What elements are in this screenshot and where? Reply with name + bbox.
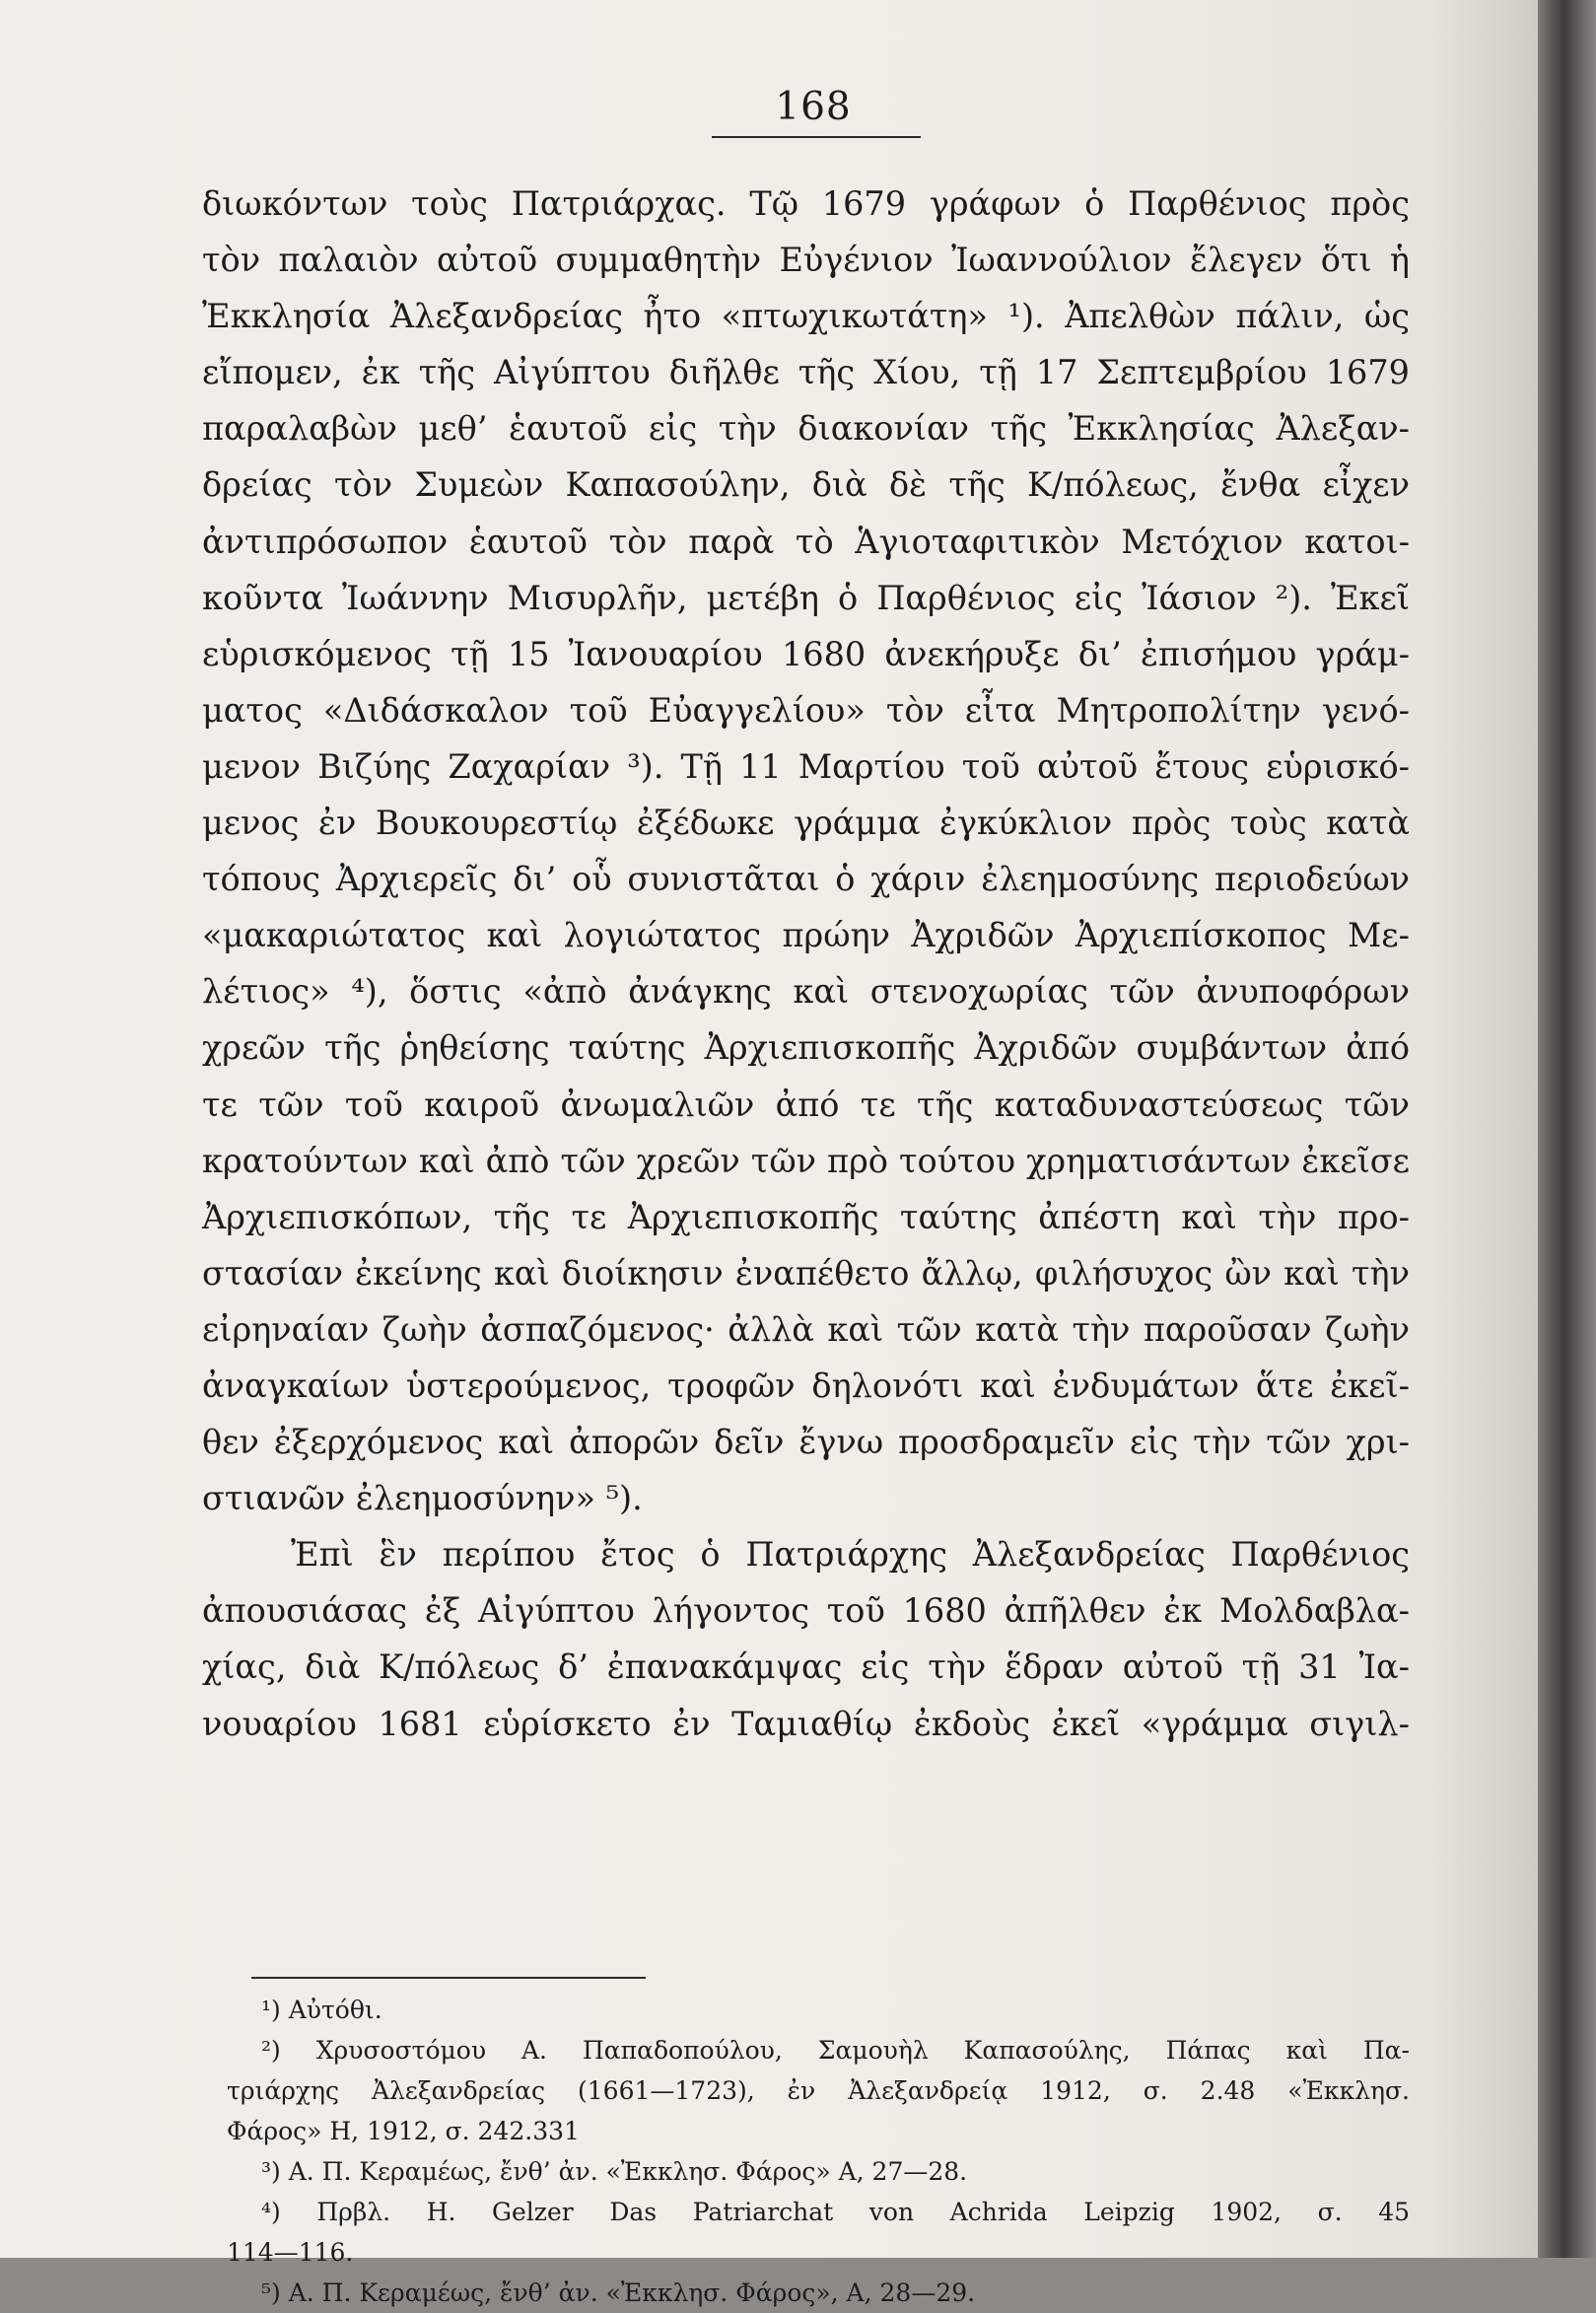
text-line: τὸν παλαιὸν αὐτοῦ συμμαθητὴν Εὐγένιον Ἰωαννούλιον ἔλεγεν ὅτι ἡ bbox=[202, 241, 1410, 280]
text-line: μενος ἐν Βουκουρεστίῳ ἐξέδωκε γράμμα ἐγκύκλιον πρὸς τοὺς κατὰ bbox=[202, 804, 1410, 843]
text-line: θεν ἐξερχόμενος καὶ ἀπορῶν δεῖν ἔγνω προσδραμεῖν εἰς τὴν τῶν χρι- bbox=[202, 1423, 1410, 1462]
text-line: ματος «Διδάσκαλον τοῦ Εὐαγγελίου» τὸν εἶτα Μητροπολίτην γενό- bbox=[202, 690, 1410, 730]
text-line: νουαρίου 1681 εὑρίσκετο ἐν Ταμιαθίῳ ἐκδοὺς ἐκεῖ «γράμμα σιγιλ- bbox=[202, 1704, 1410, 1743]
body-text bbox=[202, 175, 1410, 1752]
footnote-3: ³) Α. Π. Κεραμέως, ἔνθ’ ἀν. «Ἐκκλησ. Φάρος» Α, 27—28. bbox=[261, 2157, 968, 2186]
text-line: κοῦντα Ἰωάννην Μισυρλῆν, μετέβη ὁ Παρθένιος εἰς Ἰάσιον ²). Ἐκεῖ bbox=[202, 578, 1410, 617]
footnote-2: ²) Χρυσοστόμου Α. Παπαδοπούλου, Σαμουὴλ Καπασούλης, Πάπας καὶ Πα- bbox=[261, 2036, 1410, 2065]
text-line: δρείας τὸν Συμεὼν Καπασούλην, διὰ δὲ τῆς Κ/πόλεως, ἔνθα εἶχεν bbox=[202, 465, 1410, 505]
book-binding-edge bbox=[1538, 0, 1596, 2258]
text-line: εἴπομεν, ἐκ τῆς Αἰγύπτου διῆλθε τῆς Χίου, τῇ 17 Σεπτεμβρίου 1679 bbox=[202, 353, 1410, 392]
footnote-5: ⁵) Α. Π. Κεραμέως, ἔνθ’ ἀν. «Ἐκκλησ. Φάρος», Α, 28—29. bbox=[261, 2278, 976, 2307]
footnote-2-continuation: τριάρχης Ἀλεξανδρείας (1661—1723), ἐν Ἀλεξανδρείᾳ 1912, σ. 2.48 «Ἐκκλησ. bbox=[227, 2076, 1410, 2105]
text-line: τε τῶν τοῦ καιροῦ ἀνωμαλιῶν ἀπό τε τῆς καταδυναστεύσεως τῶν bbox=[202, 1085, 1410, 1124]
text-line: «μακαριώτατος καὶ λογιώτατος πρώην Ἀχριδῶν Ἀρχιεπίσκοπος Με- bbox=[202, 916, 1410, 955]
text-line: ἀναγκαίων ὑστερούμενος, τροφῶν δηλονότι καὶ ἐνδυμάτων ἅτε ἐκεῖ- bbox=[202, 1366, 1410, 1405]
text-line: λέτιος» ⁴), ὅστις «ἀπὸ ἀνάγκης καὶ στενοχωρίας τῶν ἀνυποφόρων bbox=[202, 972, 1410, 1012]
footnotes bbox=[227, 1990, 1410, 2313]
text-line: στασίαν ἐκείνης καὶ διοίκησιν ἐναπέθετο ἄλλῳ, φιλήσυχος ὢν καὶ τὴν bbox=[202, 1253, 1410, 1293]
footnote-1: ¹) Αὐτόθι. bbox=[261, 1996, 382, 2024]
text-line: κρατούντων καὶ ἀπὸ τῶν χρεῶν τῶν πρὸ τούτου χρηματισάντων ἐκεῖσε bbox=[202, 1141, 1410, 1180]
text-line: ἀπουσιάσας ἐξ Αἰγύπτου λήγοντος τοῦ 1680 ἀπῆλθεν ἐκ Μολδαβλα- bbox=[202, 1591, 1410, 1631]
footnote-4-continuation: 114—116. bbox=[227, 2238, 354, 2267]
text-line: εὑρισκόμενος τῇ 15 Ἰανουαρίου 1680 ἀνεκήρυξε δι’ ἐπισήμου γράμ- bbox=[202, 634, 1410, 673]
text-line: τόπους Ἀρχιερεῖς δι’ οὗ συνιστᾶται ὁ χάριν ἐλεημοσύνης περιοδεύων bbox=[202, 860, 1410, 899]
text-line: Ἐκκλησία Ἀλεξανδρείας ἦτο «πτωχικωτάτη» ¹). Ἀπελθὼν πάλιν, ὡς bbox=[202, 297, 1410, 336]
paragraph-end-line: στιανῶν ἐλεημοσύνην» ⁵). bbox=[202, 1479, 643, 1518]
header-rule bbox=[712, 136, 921, 138]
text-line: χρεῶν τῆς ῥηθείσης ταύτης Ἀρχιεπισκοπῆς Ἀχριδῶν συμβάντων ἀπό bbox=[202, 1028, 1410, 1068]
text-line: διωκόντων τοὺς Πατριάρχας. Τῷ 1679 γράφων ὁ Παρθένιος πρὸς bbox=[202, 184, 1410, 223]
text-line: ἀντιπρόσωπον ἑαυτοῦ τὸν παρὰ τὸ Ἁγιοταφιτικὸν Μετόχιον κατοι- bbox=[202, 522, 1410, 561]
text-line: εἰρηναίαν ζωὴν ἀσπαζόμενος· ἀλλὰ καὶ τῶν κατὰ τὴν παροῦσαν ζωὴν bbox=[202, 1309, 1410, 1349]
text-line: μενον Βιζύης Ζαχαρίαν ³). Τῇ 11 Μαρτίου τοῦ αὐτοῦ ἔτους εὑρισκό- bbox=[202, 746, 1410, 786]
text-line: παραλαβὼν μεθ’ ἑαυτοῦ εἰς τὴν διακονίαν τῆς Ἐκκλησίας Ἀλεξαν- bbox=[202, 409, 1410, 449]
text-line: χίας, διὰ Κ/πόλεως δ’ ἐπανακάμψας εἰς τὴν ἕδραν αὐτοῦ τῇ 31 Ἰα- bbox=[202, 1647, 1410, 1687]
footnote-rule bbox=[251, 1977, 646, 1979]
footnote-2-continuation: Φάρος» Η, 1912, σ. 242.331 bbox=[227, 2117, 580, 2145]
page-number: 168 bbox=[775, 85, 852, 129]
paragraph-start-line: Ἐπὶ ἓν περίπου ἔτος ὁ Πατριάρχης Ἀλεξανδρείας Παρθένιος bbox=[291, 1535, 1410, 1575]
text-line: Ἀρχιεπισκόπων, τῆς τε Ἀρχιεπισκοπῆς ταύτης ἀπέστη καὶ τὴν προ- bbox=[202, 1197, 1410, 1236]
footnote-4: ⁴) Πρβλ. Η. Gelzer Das Patriarchat von Achrida Leipzig 1902, σ. 45 bbox=[261, 2198, 1410, 2226]
